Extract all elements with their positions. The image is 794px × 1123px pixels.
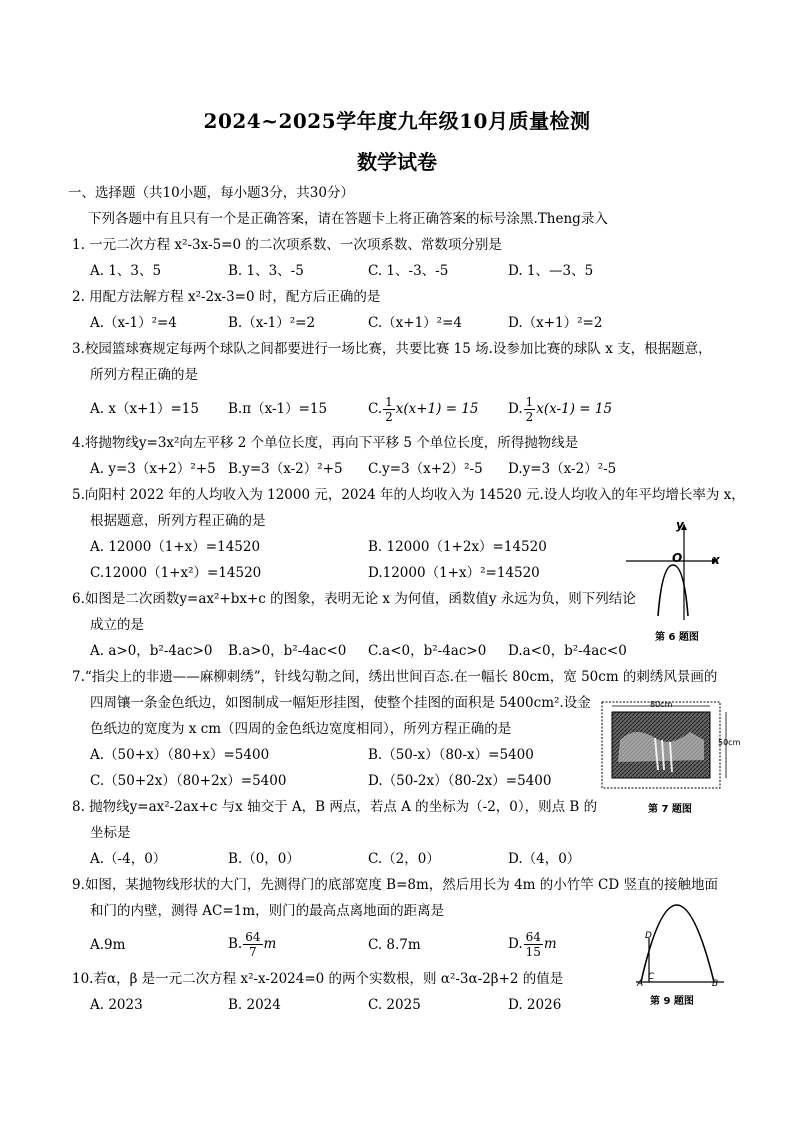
q2-option-b: B.（x-1）²=2 <box>228 315 316 331</box>
q10-option-d: D. 2026 <box>508 997 562 1013</box>
q9-option-b-label: B. <box>228 936 243 952</box>
q8-option-a: A.（-4，0） <box>90 851 167 867</box>
q7-stem-line3: 色纸边的宽度为 x cm（四周的金色纸边宽度相同），所列方程正确的是 <box>90 721 512 737</box>
q9-label-d: D <box>645 931 652 941</box>
q10-option-c: C. 2025 <box>368 997 421 1013</box>
q6-option-d: D.a<0，b²-4ac<0 <box>508 643 627 659</box>
q9-option-b-unit: m <box>263 936 277 952</box>
q1-option-c: C. 1、-3、-5 <box>368 263 449 279</box>
q6-stem-line1: 6.如图是二次函数y=ax²+bx+c 的图象，表明无论 x 为何值，函数值y 永远为负，则下列结论 <box>72 591 636 607</box>
q9-option-d <box>508 924 557 964</box>
q7-length-label: 80cm <box>650 700 673 709</box>
q2-option-c: C.（x+1）²=4 <box>368 315 462 331</box>
page-title: 2024~2025学年度九年级10月质量检测 <box>203 109 591 133</box>
q7-option-d: D.（50-2x）（80-2x）=5400 <box>368 773 552 789</box>
q9-option-d-numerator: 64 <box>525 930 541 944</box>
q9-option-d-label: D. <box>508 936 523 952</box>
q7-width-label: 50cm <box>718 738 741 747</box>
q7-option-a: A.（50+x）（80+x）=5400 <box>90 747 270 763</box>
q5-option-a: A. 12000（1+x）=14520 <box>90 539 261 555</box>
q3-option-d-numerator: 1 <box>525 395 534 409</box>
q9-option-b-fraction <box>243 930 262 959</box>
page-subtitle: 数学试卷 <box>357 150 437 174</box>
q9-option-d-denominator: 15 <box>525 945 541 959</box>
q9-label-c: C <box>648 972 655 982</box>
q8-option-d: D.（4，0） <box>508 851 581 867</box>
q3-option-c-label: C. <box>368 401 383 417</box>
q3-option-c-expression: x(x+1) = 15 <box>395 401 479 417</box>
q9-option-c: C. 8.7m <box>368 937 421 953</box>
q6-option-c: C.a<0，b²-4ac>0 <box>368 643 487 659</box>
q8-stem-line1: 8. 抛物线y=ax²-2ax+c 与x 轴交于 A，B 两点，若点 A 的坐标为（-2，0），则点 B 的 <box>72 799 598 815</box>
q6-figure-graph <box>626 520 726 620</box>
q9-figure-caption: 第 9 题图 <box>650 996 694 1007</box>
q5-stem-line1: 5.向阳村 2022 年的人均收入为 12000 元，2024 年的人均收入为 14520 元.设人均收入的年平均增长率为 x， <box>72 487 745 503</box>
q8-stem-line2: 坐标是 <box>90 825 131 841</box>
q3-option-b: B.π（x-1）=15 <box>228 401 328 417</box>
q1-stem: 1. 一元二次方程 x²-3x-5=0 的二次项系数、一次项系数、常数项分别是 <box>72 237 502 253</box>
q9-parabola-gate <box>641 905 714 982</box>
q6-y-label: y <box>676 518 684 532</box>
q3-option-c-fraction <box>383 395 395 424</box>
q3-option-c-numerator: 1 <box>385 395 393 409</box>
q6-x-label: x <box>712 553 720 567</box>
q5-option-b: B. 12000（1+2x）=14520 <box>368 539 547 555</box>
q4-option-d: D.y=3（x-2）²-5 <box>508 461 617 477</box>
q7-option-c: C.（50+2x）（80+2x）=5400 <box>90 773 287 789</box>
q9-option-b-numerator: 64 <box>245 930 261 944</box>
q1-option-a: A. 1、3、5 <box>90 263 162 279</box>
q3-option-d-label: D. <box>508 401 523 417</box>
q8-option-b: B.（0，0） <box>228 851 300 867</box>
q6-figure-caption: 第 6 题图 <box>655 632 699 643</box>
q5-option-d: D.12000（1+x）²=14520 <box>368 565 540 581</box>
q5-option-c: C.12000（1+x²）=14520 <box>90 565 262 581</box>
q7-stem-line1: 7.“指尖上的非遗——麻柳刺绣”，针线勾勒之间，绣出世间百态.在一幅长 80cm，宽 50cm 的刺绣风景画的 <box>72 669 718 685</box>
q3-option-c-denominator: 2 <box>385 410 393 424</box>
q2-option-a: A.（x-1）²=4 <box>90 315 177 331</box>
q9-stem-line2: 和门的内壁，测得 AC=1m，则门的最高点离地面的距离是 <box>90 903 445 919</box>
q8-option-c: C.（2，0） <box>368 851 440 867</box>
q4-stem: 4.将抛物线y=3x²向左平移 2 个单位长度，再向下平移 5 个单位长度，所得抛物线是 <box>72 435 579 451</box>
q2-stem: 2. 用配方法解方程 x²-2x-3=0 时，配方后正确的是 <box>72 289 381 305</box>
q7-figure-caption: 第 7 题图 <box>648 804 692 815</box>
q6-stem-line2: 成立的是 <box>90 617 144 633</box>
q10-option-a: A. 2023 <box>90 997 143 1013</box>
q6-option-a: A. a>0，b²-4ac>0 <box>90 643 213 659</box>
q3-option-d-expression: x(x-1) = 15 <box>536 401 613 417</box>
q3-stem-line2: 所列方程正确的是 <box>90 367 198 383</box>
q4-option-a: A. y=3（x+2）²+5 <box>90 461 216 477</box>
q4-option-b: B.y=3（x-2）²+5 <box>228 461 343 477</box>
q3-option-c <box>368 391 479 427</box>
q9-option-d-fraction <box>524 930 543 959</box>
q3-option-d-fraction <box>524 395 536 424</box>
q7-option-b: B.（50-x）（80-x）=5400 <box>368 747 534 763</box>
q6-option-b: B.a>0，b²-4ac<0 <box>228 643 347 659</box>
q9-stem-line1: 9.如图，某抛物线形状的大门，先测得门的底部宽度 B=8m，然后用长为 4m 的小竹竿 CD 竖直的接触地面 <box>72 877 719 893</box>
q3-option-d-denominator: 2 <box>525 410 534 424</box>
q7-stem-line2: 四周镶一条金色纸边，如图制成一幅矩形挂图，使整个挂图的面积是 5400cm².设金 <box>90 695 591 711</box>
q9-option-b-denominator: 7 <box>249 945 257 959</box>
q3-option-d <box>508 391 612 427</box>
q9-option-d-unit: m <box>543 936 557 952</box>
q4-option-c: C.y=3（x+2）²-5 <box>368 461 483 477</box>
q9-option-b <box>228 924 276 964</box>
q5-stem-line2: 根据题意，所列方程正确的是 <box>90 513 266 529</box>
q9-label-a: A <box>637 979 644 989</box>
section-instruction: 下列各题中有且只有一个是正确答案，请在答题卡上将正确答案的标号涂黑.Theng录入 <box>88 211 608 227</box>
q6-origin-label: O <box>672 551 683 565</box>
q9-label-b: B <box>712 979 719 989</box>
section-heading: 一、选择题（共10小题，每小题3分，共30分） <box>68 185 354 201</box>
q3-option-a: A. x（x+1）=15 <box>90 401 199 417</box>
q1-option-b: B. 1、3、-5 <box>228 263 304 279</box>
q1-option-d: D. 1、—3、5 <box>508 263 594 279</box>
q10-option-b: B. 2024 <box>228 997 281 1013</box>
q3-stem-line1: 3.校园篮球赛规定每两个球队之间都要进行一场比赛，共要比赛 15 场.设参加比赛的球队 x 支，根据题意， <box>72 341 712 357</box>
q2-option-d: D.（x+1）²=2 <box>508 315 603 331</box>
q10-stem: 10.若α，β 是一元二次方程 x²-x-2024=0 的两个实数根，则 α²-3α-2β+2 的值是 <box>72 971 564 987</box>
q9-option-a: A.9m <box>90 937 126 953</box>
